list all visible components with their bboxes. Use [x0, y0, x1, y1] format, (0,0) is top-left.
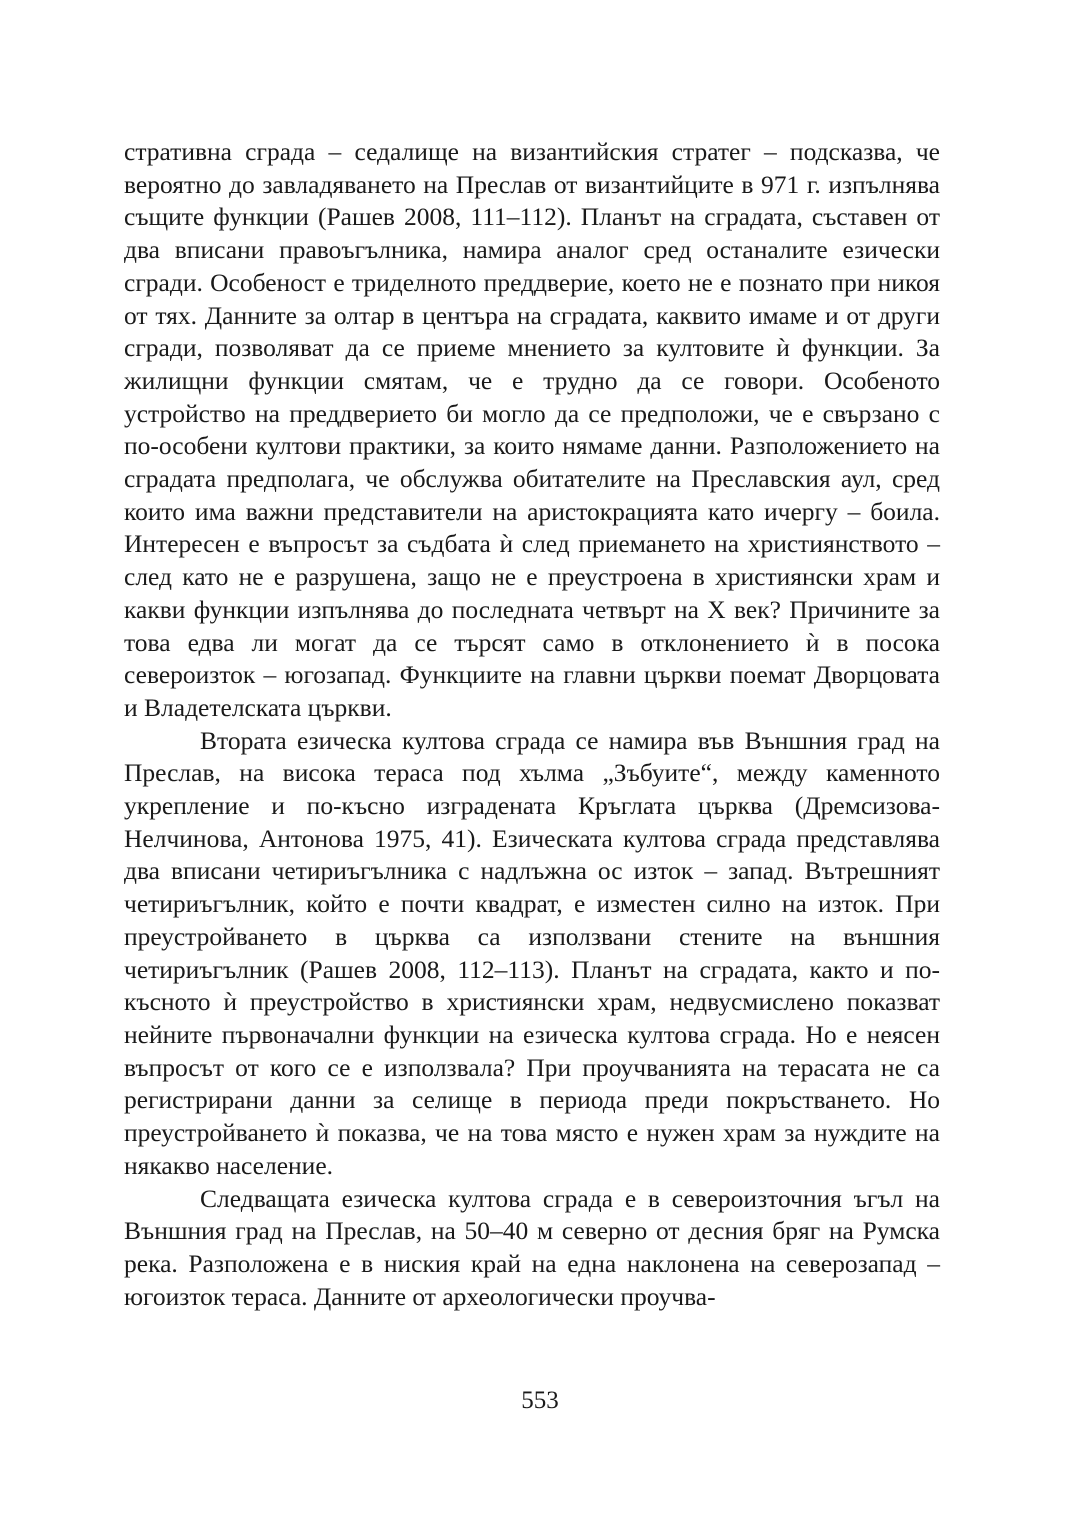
paragraph-3: Следващата езическа култова сграда е в североизточния ъгъл на Външния град на Преслав, на 50–40 м северно от десния бряг на Румска река. Разположена е в ниския край на една наклонена на северозапад – югоизток тераса. Данните от археологически проучва-	[124, 1183, 940, 1311]
page-body	[124, 136, 940, 1313]
page-number: 553	[521, 1387, 559, 1414]
paragraph-2: Втората езическа култова сграда се намира във Външния град на Преслав, на висока тераса под хълма „Зъбуите“, между каменното укрепление и по-късно изградената Кръглата църква (Дремсизова-Нелчинова, Антонова 1975, 41). Езическата култова сграда представлява два вписани четириъгълника с надлъжна ос изток – запад. Вътрешният четириъгълник, който е почти квадрат, е изместен силно на изток. При преустройването в църква са използвани стените на външния четириъгълник (Рашев 2008, 112–113). Планът на сградата, както и по-късното ѝ преустройство в християнски храм, недвусмислено показват нейните първоначални функции на езическа култова сграда. Но е неясен въпросът от кого се е използвала? При проучванията на терасата не са регистрирани данни за селище в периода преди покръстването. Но преустройването ѝ показва, че на това място е нужен храм за нуждите на някакво население.	[124, 725, 940, 1180]
paragraph-1: стративна сграда – седалище на византийския стратег – подсказва, че вероятно до завладяването на Преслав от византийците в 971 г. изпълнява същите функции (Рашев 2008, 111–112). Планът на сградата, съставен от два вписани правоъгълника, намира аналог сред останалите езически сгради. Особеност е триделното преддверие, което не е познато при никоя от тях. Данните за олтар в центъра на сградата, каквито имаме и от други сгради, позволяват да се приеме мнението за култовите ѝ функции. За жилищни функции смятам, че е трудно да се говори. Особеното устройство на преддверието би могло да се предположи, че е свързано с по-особени култови практики, за които нямаме данни. Разположението на сградата предполага, че обслужва обитателите на Преславския аул, сред които има важни представители на аристокрацията като ичергу – боила. Интересен е въпросът за съдбата ѝ след приемането на християнството – след като не е разрушена, защо не е преустроена в християнски храм и какви функции изпълнява до последната четвърт на X век? Причините за това едва ли могат да се търсят само в отклонението ѝ в посока североизток – югозапад. Функциите на главни църкви поемат Дворцовата и Владетелската църкви.	[124, 137, 940, 722]
